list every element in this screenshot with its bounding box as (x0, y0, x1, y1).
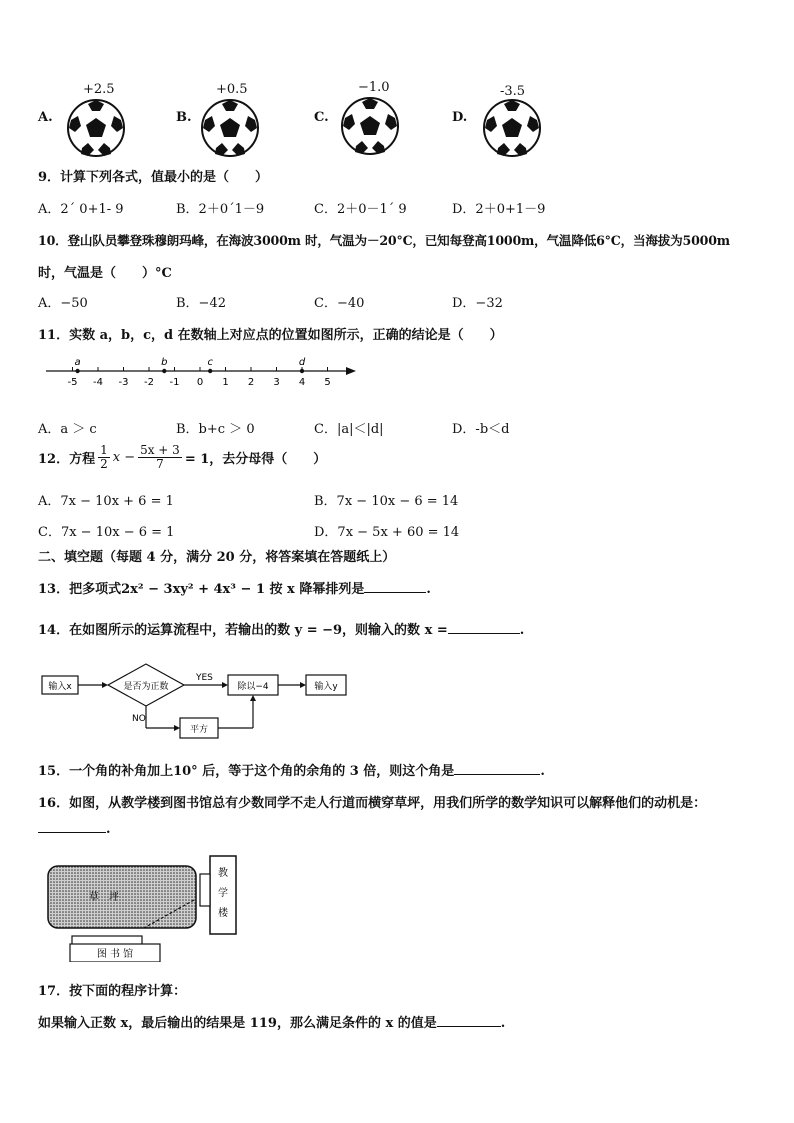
q9-stem: 9．计算下列各式，值最小的是（ ） (38, 170, 269, 185)
q12-stem (38, 444, 326, 471)
arrow-icon (250, 695, 256, 701)
q13-text: 13．把多项式2x² − 3xy² + 4x³ − 1 按 x 降幂排列是 (38, 582, 365, 597)
q12-option-a: A．7x − 10x + 6 = 1 (38, 494, 174, 509)
q8-option-c-label: −1.0 (358, 80, 390, 95)
number-line-arrow (346, 367, 356, 375)
lawn-area (48, 866, 196, 928)
q12-option-b: B．7x − 10x − 6 = 14 (314, 494, 459, 509)
q17-text: 如果输入正数 x，最后输出的结果是 119，那么满足条件的 x 的值是 (38, 1016, 437, 1031)
arrow-icon (300, 682, 306, 688)
q11-option-b: B．b+c ＞ 0 (176, 422, 255, 437)
number-line-point-b (162, 369, 166, 373)
q14-end: . (519, 623, 525, 638)
number-line-tick-label: 5 (324, 377, 331, 388)
q12-fraction-1 (98, 444, 110, 471)
number-line-point-label-d: d (298, 357, 306, 368)
building-entrance (200, 874, 210, 906)
q10-option-a: A．−50 (38, 296, 88, 311)
number-line-point-a (75, 369, 79, 373)
q14-answer-blank[interactable] (448, 633, 520, 634)
number-line-tick-label: -2 (144, 377, 154, 388)
number-line-tick-label: -4 (93, 377, 103, 388)
number-line-tick-label: -5 (67, 377, 78, 388)
q15-answer-blank[interactable] (454, 774, 540, 775)
number-line-point-d (300, 369, 304, 373)
soccer-ball-icon (66, 98, 126, 158)
number-line-point-label-b: b (161, 357, 168, 368)
soccer-ball-icon (482, 98, 542, 158)
q16-text: 16．如图，从教学楼到图书馆总有少数同学不走人行道而横穿草坪，用我们所学的数学知识可以解释他们的动机是： (38, 796, 707, 811)
flow-input-label: 输入x (48, 682, 72, 692)
q10-stem-line1: 10．登山队员攀登珠穆朗玛峰，在海波3000m 时，气温为－20°C，已知每登高1000m，气温降低6°C，当海拔为5000m (38, 233, 730, 248)
q8-option-b-label: +0.5 (216, 82, 248, 97)
q12-frac1-den: 2 (100, 457, 108, 471)
lawn-label: 草 坪 (89, 892, 119, 903)
q9-option-c: C．2＋0－1´ 9 (314, 202, 407, 217)
building-char-2: 学 (218, 888, 228, 899)
flow-yes-label: YES (196, 673, 213, 683)
q13-answer-blank[interactable] (364, 592, 426, 593)
q15 (38, 760, 545, 779)
section-2-heading: 二、填空题（每题 4 分，满分 20 分，将答案填在答题纸上） (38, 550, 396, 565)
number-line-tick-label: 2 (247, 377, 255, 388)
number-line-tick-label: 4 (298, 377, 306, 388)
q12-option-c: C．7x − 10x − 6 = 1 (38, 525, 175, 540)
q16-blank-line (38, 822, 111, 837)
arrow-icon (222, 682, 228, 688)
q17-line1: 17．按下面的程序计算： (38, 984, 187, 999)
q8-option-d-label: -3.5 (500, 84, 526, 99)
arrow-icon (174, 725, 180, 731)
q11-option-d: D．-b＜d (452, 422, 510, 437)
q8-option-d-letter: D. (452, 110, 468, 125)
q8-option-b-letter: B. (176, 110, 192, 125)
q15-end: . (540, 764, 545, 779)
q16-answer-blank[interactable] (38, 832, 106, 833)
q10-option-b: B．−42 (176, 296, 226, 311)
soccer-ball-icon (340, 96, 400, 156)
flow-divide-label: 除以−4 (237, 682, 269, 692)
flow-no-label: NO (132, 714, 146, 724)
number-line-tick-label: 3 (273, 377, 280, 388)
q10-option-d: D．−32 (452, 296, 503, 311)
number-line-point-label-c: c (207, 357, 213, 368)
q17-end: . (500, 1016, 506, 1031)
flow-decision-label: 是否为正数 (123, 682, 169, 692)
q14 (38, 619, 524, 638)
soccer-ball-icon (200, 98, 260, 158)
q9-option-d: D．2＋0+1－9 (452, 202, 546, 217)
flow-square-label: 平方 (189, 725, 209, 735)
q12-prefix: 12．方程 (38, 452, 96, 467)
q14-flowchart (40, 660, 360, 746)
q8-option-a-letter: A. (38, 110, 53, 125)
q12-frac2-den: 7 (156, 457, 164, 471)
q9-option-b: B．2＋0´1－9 (176, 202, 265, 217)
q16-figure (44, 854, 244, 962)
q9-option-a: A．2´ 0+1- 9 (38, 202, 124, 217)
q10-option-c: C．−40 (314, 296, 365, 311)
q14-text: 14．在如图所示的运算流程中，若输出的数 y = −9，则输入的数 x = (38, 623, 448, 638)
flow-output-label: 输入y (314, 682, 338, 692)
number-line (40, 352, 360, 392)
q12-fraction-2 (138, 444, 182, 471)
number-line-tick-label: -1 (169, 377, 180, 388)
number-line-tick-label: -3 (118, 377, 129, 388)
number-line-point-c (208, 369, 212, 373)
q16-end: . (106, 822, 111, 837)
building-char-1: 教 (218, 868, 228, 879)
q11-option-c: C．|a|＜|d| (314, 422, 384, 437)
q17-line2 (38, 1012, 505, 1031)
q12-mid: x − (112, 450, 136, 465)
number-line-point-label-a: a (74, 357, 81, 368)
building-char-3: 楼 (218, 908, 228, 919)
library-label: 图 书 馆 (96, 949, 134, 960)
q17-answer-blank[interactable] (437, 1026, 501, 1027)
q12-frac2-num: 5x + 3 (140, 443, 180, 457)
q15-text: 15．一个角的补角加上10° 后，等于这个角的余角的 3 倍，则这个角是 (38, 764, 455, 779)
q12-suffix: = 1，去分母得（ ） (184, 452, 327, 467)
q12-option-d: D．7x − 5x + 60 = 14 (314, 525, 460, 540)
q8-option-c-letter: C. (314, 110, 329, 125)
q8-option-a-label: +2.5 (83, 82, 115, 97)
q13 (38, 578, 431, 597)
number-line-tick-label: 0 (196, 377, 204, 388)
q12-frac1-num: 1 (100, 443, 108, 457)
q13-end: . (426, 582, 431, 597)
q11-stem: 11．实数 a，b，c，d 在数轴上对应点的位置如图所示，正确的结论是（ ） (38, 328, 503, 343)
q11-option-a: A．a ＞ c (38, 422, 97, 437)
number-line-tick-label: 1 (222, 377, 229, 388)
q10-stem-line2: 时，气温是（ ）°C (38, 266, 172, 281)
